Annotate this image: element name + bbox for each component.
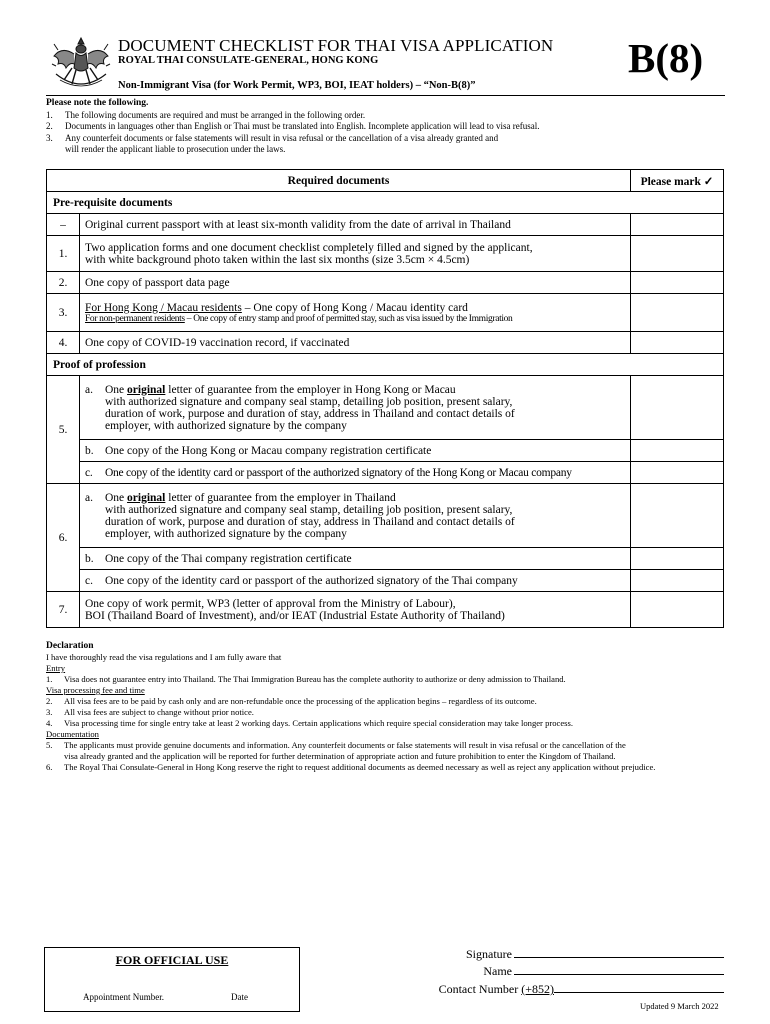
table-row: c. One copy of the identity card or passport of the authorized signatory of the Thai company <box>47 570 724 592</box>
table-row: 4. One copy of COVID-19 vaccination record, if vaccinated <box>47 332 724 354</box>
declaration-heading: Declaration <box>46 641 94 651</box>
date-label: Date <box>231 992 248 1002</box>
table-row: 7. One copy of work permit, WP3 (letter of approval from the Ministry of Labour), BOI (Thailand Board of Investment), and/or IEAT (Industrial Estate Authority of Thailand) <box>47 592 724 628</box>
declaration-item: 5. The applicants must provide genuine documents and information. Any counterfeit documents or false statements will result in visa refusal or the cancellation of the <box>46 740 626 750</box>
mark-checkbox[interactable] <box>631 272 724 294</box>
notes-heading: Please note the following. <box>46 98 149 108</box>
required-documents-table <box>46 169 724 628</box>
note-item: 3. Any counterfeit documents or false statements will result in visa refusal or the cancellation of a visa already granted and <box>46 132 499 143</box>
mark-checkbox[interactable] <box>631 376 724 440</box>
mark-checkbox[interactable] <box>631 570 724 592</box>
mark-checkbox[interactable] <box>631 236 724 272</box>
declaration-item: 6. The Royal Thai Consulate-General in Hong Kong reserve the right to request additional documents as deemed necessary as well as reject any application without prejudice. <box>46 762 656 772</box>
updated-date: Updated 9 March 2022 <box>640 1001 719 1011</box>
header-required-documents: Required documents <box>47 170 631 192</box>
visa-code: B(8) <box>628 35 704 81</box>
signature-field[interactable] <box>514 947 724 958</box>
table-row: 1. Two application forms and one document checklist completely filled and signed by the applicant, with white background photo taken within the last six months (size 3.5cm × 4.5cm) <box>47 236 724 272</box>
note-item: 2. Documents in languages other than English or Thai must be translated into English. Incomplete application will lead to visa refusal. <box>46 121 540 131</box>
notes-section <box>46 98 726 156</box>
mark-checkbox[interactable] <box>631 462 724 484</box>
mark-checkbox[interactable] <box>631 214 724 236</box>
table-row: b. One copy of the Hong Kong or Macau company registration certificate <box>47 440 724 462</box>
table-row: 2. One copy of passport data page <box>47 272 724 294</box>
page-subtitle: ROYAL THAI CONSULATE-GENERAL, HONG KONG <box>118 55 379 66</box>
section-prerequisite: Pre-requisite documents <box>47 192 724 214</box>
mark-checkbox[interactable] <box>631 332 724 354</box>
declaration-item: 4. Visa processing time for single entry take at least 2 working days. Certain applications which require special consideration may take longer process. <box>46 718 573 728</box>
name-row <box>420 964 724 979</box>
declaration-item: 3. All visa fees are subject to change without prior notice. <box>46 707 254 717</box>
section-proof-of-profession: Proof of profession <box>47 354 724 376</box>
signature-label: Signature <box>466 947 512 961</box>
consulate-crest-icon <box>50 34 112 92</box>
name-label: Name <box>483 964 512 978</box>
official-use-title: FOR OFFICIAL USE <box>115 953 229 967</box>
mark-checkbox[interactable] <box>631 592 724 628</box>
signature-row <box>420 947 724 962</box>
note-item: 1. The following documents are required and must be arranged in the following order. <box>46 109 366 120</box>
table-row: 5. a. One original letter of guarantee from the employer in Hong Kong or Macau with authorized signature and company seal stamp, detailing job position, present salary, duration of work, purpose and duration of stay, address in Thailand and contact details of employer, with authorized signature by the company <box>47 376 724 440</box>
visa-type: Non-Immigrant Visa (for Work Permit, WP3, BOI, IEAT holders) – “Non-B(8)” <box>118 80 476 91</box>
declaration-item: 1. Visa does not guarantee entry into Thailand. The Thai Immigration Bureau has the complete authority to authorize or deny admission to Thailand. <box>46 674 566 684</box>
declaration-item: 2. All visa fees are to be paid by cash only and are non-refundable once the processing of the application begins – regardless of its outcome. <box>46 696 537 706</box>
note-item: will render the applicant liable to prosecution under the laws. <box>65 144 286 154</box>
contact-field[interactable] <box>554 982 724 993</box>
contact-label: Contact Number <box>438 982 519 996</box>
table-row: 3. For Hong Kong / Macau residents – One copy of Hong Kong / Macau identity card For non-permanent residents – One copy of entry stamp and proof of permitted stay, such as visa issued by the Immigration <box>47 294 724 332</box>
official-use-box <box>44 947 300 1012</box>
table-row: b. One copy of the Thai company registration certificate <box>47 548 724 570</box>
mark-checkbox[interactable] <box>631 294 724 332</box>
table-row: c. One copy of the identity card or passport of the authorized signatory of the Hong Kong or Macau company <box>47 462 724 484</box>
contact-prefix: (+852) <box>521 982 554 996</box>
contact-row <box>400 982 724 997</box>
appointment-number-label: Appointment Number. <box>83 992 164 1002</box>
header-please-mark: Please mark ✓ <box>631 170 724 192</box>
mark-checkbox[interactable] <box>631 484 724 548</box>
table-row: 6. a. One original letter of guarantee from the employer in Thailand with authorized signature and company seal stamp, detailing job position, present salary, duration of work, purpose and duration of stay, address in Thailand and contact details of employer, with authorized signature by the company <box>47 484 724 548</box>
mark-checkbox[interactable] <box>631 548 724 570</box>
declaration-section: Declaration I have thoroughly read the visa regulations and I am fully aware that Entry 1. Visa does not guarantee entry into Thailand. The Thai Immigration Bureau has the complete authority to authorize or deny admission to Thailand. Visa processing fee and time 2. All visa fees are to be paid by cash only and are non-refundable once the processing of the application begins – regardless of its outcome. 3. All visa fees are subject to change without prior notice. 4. Visa processing time for single entry take at least 2 working days. Certain applications which require special consideration may take longer process. Documentation 5. The applicants must provide genuine documents and information. Any counterfeit documents or false statements will result in visa refusal or the cancellation of the visa already granted and the application will be reported for further determination of appropriate action and future prohibition to enter the Kingdom of Thailand. 6. The Royal Thai Consulate-General in Hong Kong reserve the right to request additional documents as deemed necessary as well as reject any application without prejudice. <box>46 641 728 773</box>
page-title: DOCUMENT CHECKLIST FOR THAI VISA APPLICATION <box>118 36 554 55</box>
mark-checkbox[interactable] <box>631 440 724 462</box>
table-row: – Original current passport with at least six-month validity from the date of arrival in Thailand <box>47 214 724 236</box>
header-divider <box>46 95 725 96</box>
name-field[interactable] <box>514 964 724 975</box>
